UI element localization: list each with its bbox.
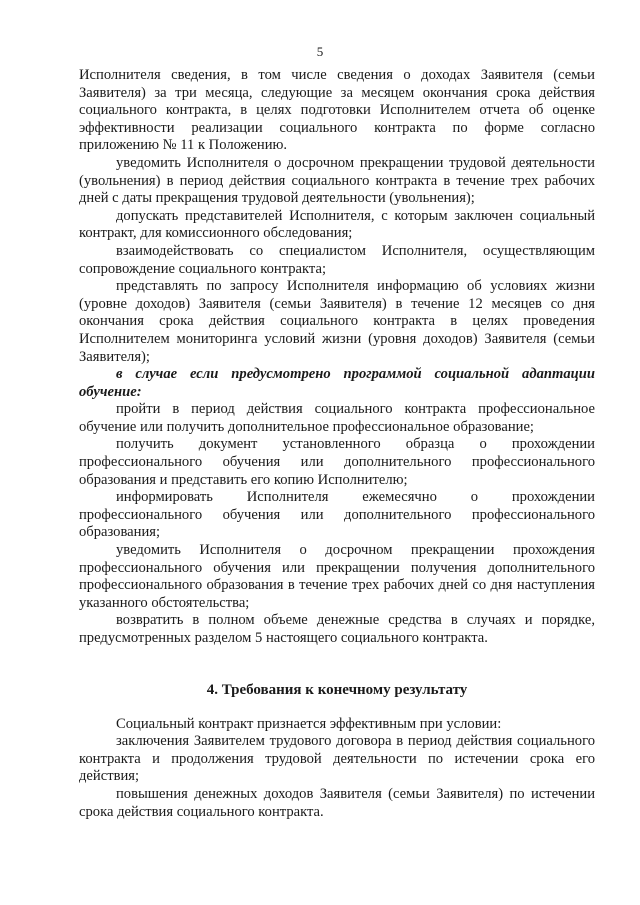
paragraph-continuation: Исполнителя сведения, в том числе сведения о доходах Заявителя (семьи Заявителя) за три месяца, следующие за месяцем окончания срока действия социального контракта, в целях подготовки Исполнителем отчета об оценке эффективности реализации социального контракта по форме согласно приложению № 11 к Положению.	[79, 67, 595, 154]
paragraph-effective-condition: Социальный контракт признается эффективным при условии:	[116, 715, 502, 732]
paragraph-training-condition: в случае если предусмотрено программой социальной адаптации обучение:	[79, 366, 595, 400]
paragraph-inform-monthly: информировать Исполнителя ежемесячно о прохождении профессионального обучения или дополнительного профессионального образования;	[79, 489, 595, 541]
document-body	[79, 67, 595, 821]
paragraph-complete-training: пройти в период действия социального контракта профессиональное обучение или получить дополнительное профессиональное образование;	[79, 401, 595, 435]
section-heading: 4. Требования к конечному результату	[206, 681, 468, 698]
paragraph-admit-representatives: допускать представителей Исполнителя, с которым заключен социальный контракт, для комиссионного обследования;	[79, 207, 595, 242]
paragraph-provide-information: представлять по запросу Исполнителя информацию об условиях жизни (уровне доходов) Заявителя (семьи Заявителя) в течение 12 месяцев со дня окончания срока действия социального контракта в целях проведения Исполнителем мониторинга условий жизни (уровня доходов) Заявителя (семьи Заявителя);	[79, 278, 595, 365]
paragraph-interact-specialist: взаимодействовать со специалистом Исполнителя, осуществляющим сопровождение социального контракта;	[79, 242, 595, 277]
paragraph-obtain-document: получить документ установленного образца о прохождении профессионального обучения или дополнительного профессионального образования и представить его копию Исполнителю;	[79, 436, 595, 488]
paragraph-income-increase: повышения денежных доходов Заявителя (семьи Заявителя) по истечении срока действия социального контракта.	[79, 785, 595, 820]
paragraph-notify-training-termination: уведомить Исполнителя о досрочном прекращении прохождения профессионального обучения или прекращении получения дополнительного профессионального образования в течение трех рабочих дней со дня наступления указанного обстоятельства;	[79, 542, 595, 611]
page-number: 5	[316, 44, 324, 59]
paragraph-employment-contract: заключения Заявителем трудового договора в период действия социального контракта и продолжения трудовой деятельности по истечении срока его действия;	[79, 733, 595, 785]
paragraph-notify-termination: уведомить Исполнителя о досрочном прекращении трудовой деятельности (увольнения) в период действия социального контракта в течение трех рабочих дней с даты прекращения трудовой деятельности (увольнения);	[79, 154, 595, 207]
paragraph-return-funds: возвратить в полном объеме денежные средства в случаях и порядке, предусмотренных разделом 5 настоящего социального контракта.	[79, 612, 595, 646]
